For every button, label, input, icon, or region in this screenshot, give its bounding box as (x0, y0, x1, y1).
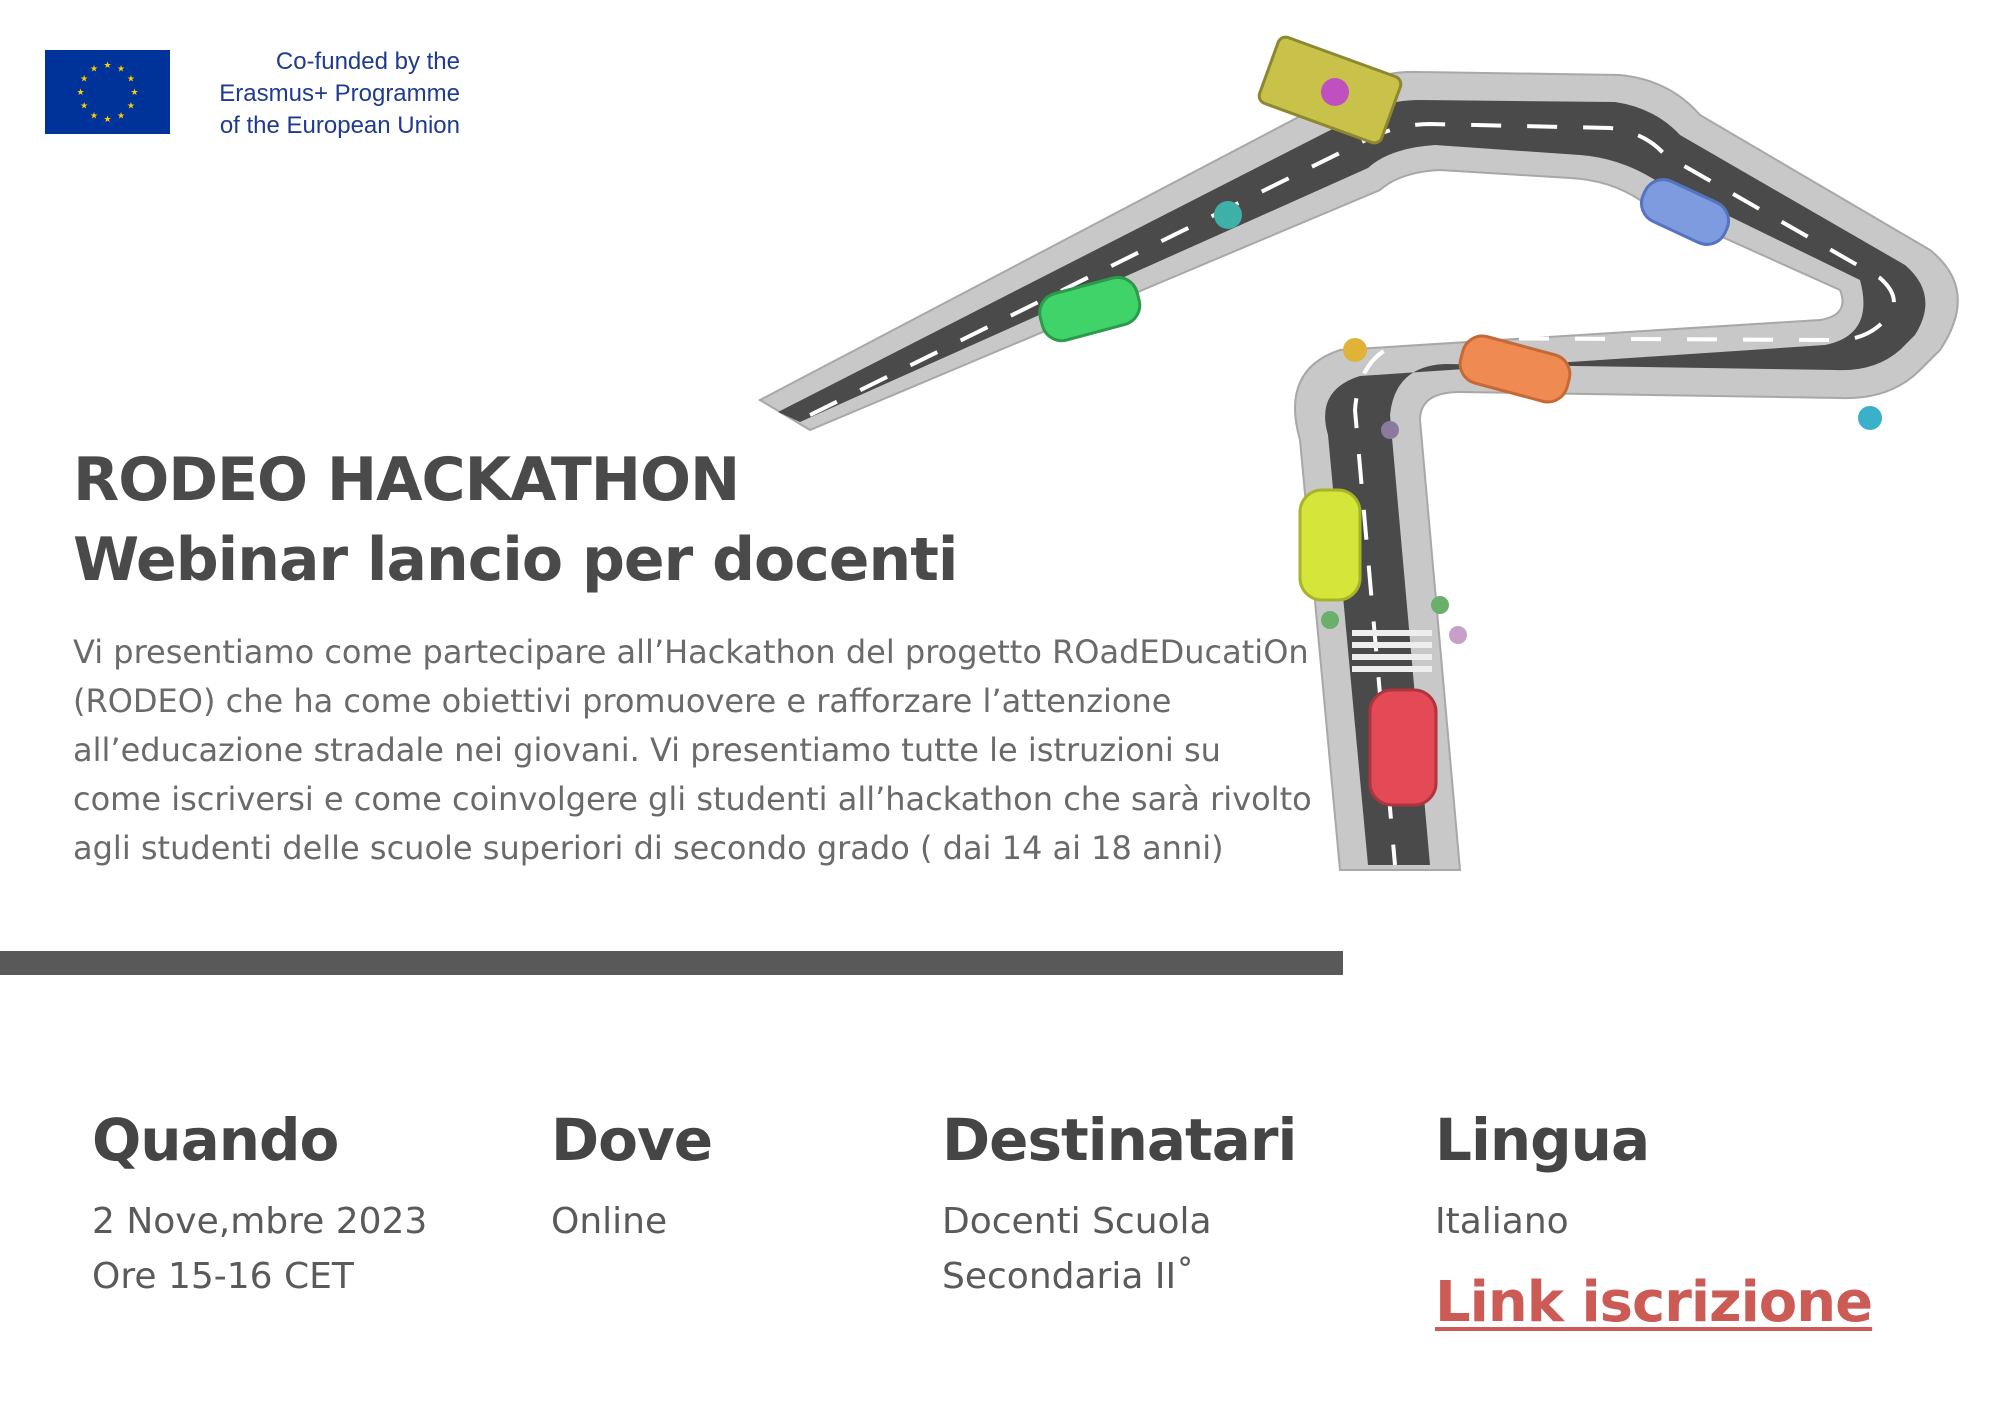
info-destinatari (942, 1100, 1296, 1304)
eu-star-icon: ★ (76, 88, 85, 98)
eu-text-line: of the European Union (219, 112, 460, 139)
eu-text-line: Co-funded by the (275, 48, 460, 75)
eu-star-icon: ★ (116, 64, 126, 75)
quando-date: 2 Nove,mbre 2023 (92, 1201, 428, 1242)
eu-star-icon: ★ (80, 101, 89, 112)
destinatari-line-2: Secondaria II˚ (942, 1256, 1195, 1297)
page-title (73, 440, 957, 600)
eu-cofunded-text (175, 46, 460, 142)
destinatari-value (942, 1194, 1296, 1304)
lingua-value (1435, 1194, 1872, 1249)
info-quando (92, 1100, 427, 1304)
title-line-2: Webinar lancio per docenti (73, 525, 958, 595)
quando-value (92, 1194, 427, 1304)
dove-location: Online (551, 1201, 668, 1242)
eu-star-icon: ★ (89, 64, 99, 75)
destinatari-heading: Destinatari (942, 1106, 1297, 1174)
info-lingua (1435, 1100, 1872, 1339)
registration-link[interactable]: Link iscrizione (1435, 1270, 1873, 1335)
eu-star-icon: ★ (126, 74, 135, 85)
eu-star-icon: ★ (103, 61, 112, 71)
eu-text-line: Erasmus+ Programme (219, 80, 460, 107)
lingua-heading: Lingua (1435, 1106, 1650, 1174)
eu-flag-icon (45, 50, 170, 134)
description: Vi presentiamo come partecipare all’Hackathon del progetto ROadEDucatiOn (RODEO) che ha come obiettivi promuovere e rafforzare l’attenzione all’educazione stradale nei giovani. Vi presentiamo tutte le istruzioni su come iscriversi e come coinvolgere gli studenti all’hackathon che sarà rivolto agli studenti delle scuole superiori di secondo grado ( dai 14 ai 18 anni) (73, 633, 1312, 867)
quando-heading: Quando (92, 1106, 339, 1174)
lingua-language: Italiano (1435, 1201, 1569, 1242)
divider (0, 951, 1343, 975)
info-dove (551, 1100, 712, 1249)
quando-time: Ore 15-16 CET (92, 1256, 354, 1297)
dove-value (551, 1194, 712, 1249)
destinatari-line-1: Docenti Scuola (942, 1201, 1212, 1242)
eu-star-icon: ★ (103, 115, 112, 125)
eu-star-icon: ★ (80, 74, 89, 85)
eu-star-icon: ★ (116, 111, 126, 122)
title-line-1: RODEO HACKATHON (73, 445, 740, 515)
dove-heading: Dove (551, 1106, 713, 1174)
eu-star-icon: ★ (126, 101, 135, 112)
eu-star-icon: ★ (89, 111, 99, 122)
eu-star-icon: ★ (130, 88, 139, 98)
